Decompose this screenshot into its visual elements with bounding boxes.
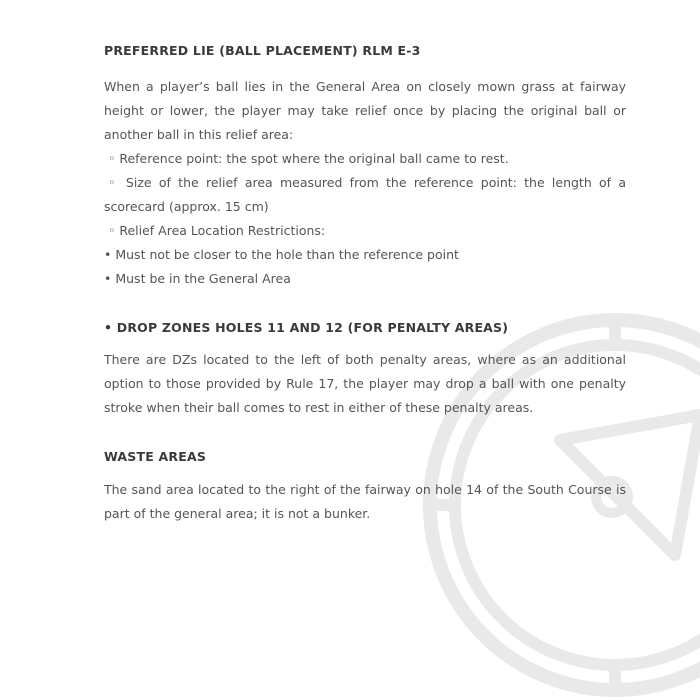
list-item-not-closer: • Must not be closer to the hole than the reference point xyxy=(104,247,459,262)
list-item-reference-point: ◦ Reference point: the spot where the original ball came to rest. xyxy=(108,151,509,166)
list-item-location-restrictions: ◦ Relief Area Location Restrictions: xyxy=(108,223,326,238)
preferred-lie-heading: PREFERRED LIE (BALL PLACEMENT) RLM E-3 xyxy=(104,43,421,58)
list-item-relief-area-size: ◦ Size of the relief area measured from the reference point: the length of a scorecard (approx. 15 cm) xyxy=(104,175,626,214)
list-item-general-area: • Must be in the General Area xyxy=(104,271,291,286)
waste-areas-body: The sand area located to the right of the fairway on hole 14 of the South Course is part of the general area; it is not a bunker. xyxy=(104,482,626,521)
waste-areas-heading: WASTE AREAS xyxy=(104,449,207,464)
drop-zones-body: There are DZs located to the left of both penalty areas, where as an additional option to those provided by Rule 17, the player may drop a ball with one penalty stroke when their ball comes to rest in either of these penalty areas. xyxy=(104,352,626,415)
drop-zones-heading: • DROP ZONES HOLES 11 AND 12 (FOR PENALTY AREAS) xyxy=(104,320,509,335)
preferred-lie-intro: When a player’s ball lies in the General Area on closely mown grass at fairway height or lower, the player may take relief once by placing the original ball or another ball in this relief area: xyxy=(104,79,626,142)
